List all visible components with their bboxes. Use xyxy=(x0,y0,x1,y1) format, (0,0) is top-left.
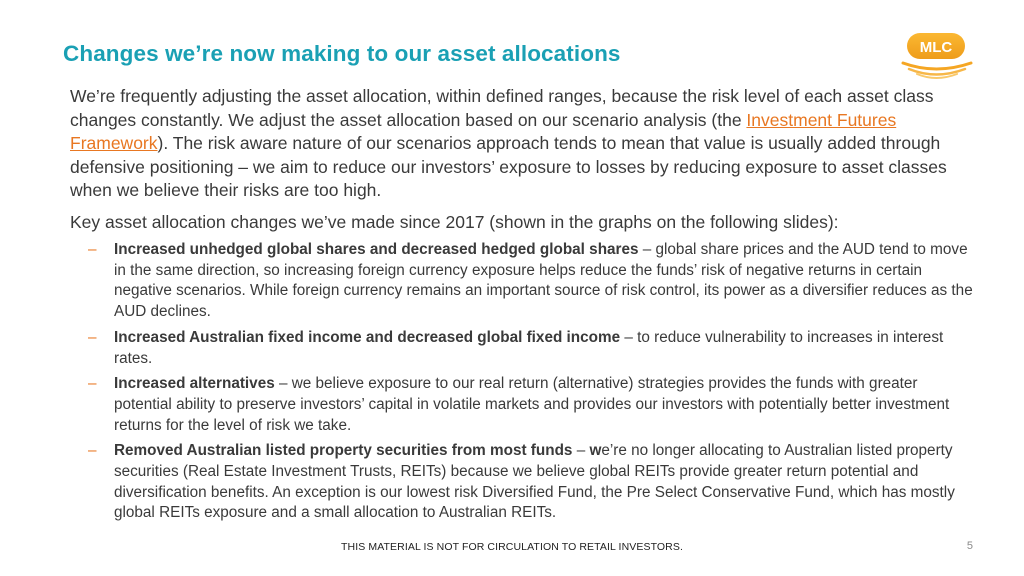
slide-title: Changes we’re now making to our asset allocations xyxy=(63,41,621,66)
bullet-text: e’re no longer allocating to Australian listed property securities (Real Estate Investment Trusts, REITs) because we believe global REITs provide greater return potential and diversification benefits. An exception is our lowest risk Diversified Fund, the Pre Select Conservative Fund, which has mostly global REITs exposure and a small allocation to Australian REITs. xyxy=(114,442,955,522)
intro-paragraph xyxy=(70,85,975,203)
bullet-text: – to reduce vulnerability to increases in interest rates. xyxy=(114,328,944,367)
list-item xyxy=(0,374,976,436)
bullet-text-bold-char: w xyxy=(589,442,602,460)
bullet-marker: – xyxy=(88,328,97,346)
bullet-heading: Increased unhedged global shares and decreased hedged global shares xyxy=(114,241,639,258)
bullet-text: – we believe exposure to our real return (alternative) strategies provides the funds with greater potential ability to preserve investors’ capital in volatile markets and provides our investors with potentially better investment returns for the level of risk we take. xyxy=(114,375,950,434)
bullet-text: – global share prices and the AUD tend to move in the same direction, so increasing foreign currency exposure helps reduce the funds’ risk of negative returns in certain negative scenarios. While foreign currency remains an important source of risk control, its power as a diversifier reduces as the AUD declines. xyxy=(114,241,973,321)
page-number: 5 xyxy=(966,540,973,552)
mlc-logo xyxy=(895,25,979,81)
list-item xyxy=(0,240,976,323)
list-item xyxy=(0,441,976,524)
investment-futures-framework-link[interactable]: Investment Futures Framework xyxy=(70,109,897,153)
bullet-marker: – xyxy=(88,375,97,393)
bullet-heading: Removed Australian listed property securities from most funds xyxy=(114,442,573,460)
bullet-marker: – xyxy=(88,241,97,258)
bullet-heading: Increased Australian fixed income and decreased global fixed income xyxy=(114,328,621,346)
bullet-text-dash: – xyxy=(572,442,590,460)
key-changes-list xyxy=(0,240,1024,529)
logo-swoosh-1 xyxy=(903,63,971,69)
list-item xyxy=(0,328,976,369)
bullet-marker: – xyxy=(88,442,97,460)
intro-text-after-link: ). The risk aware nature of our scenarios approach tends to mean that value is usually added through defensive positioning – we aim to reduce our investors’ exposure to losses by reducing exposure to asset classes when we believe their risks are too high. xyxy=(70,133,947,200)
footer-disclaimer: THIS MATERIAL IS NOT FOR CIRCULATION TO RETAIL INVESTORS. xyxy=(341,541,683,553)
mlc-logo-graphic xyxy=(895,25,979,81)
bullet-heading: Increased alternatives xyxy=(114,375,275,393)
logo-text: MLC xyxy=(919,39,953,56)
intro-text-before-link: We’re frequently adjusting the asset allocation, within defined ranges, because the risk level of each asset class changes constantly. We adjust the asset allocation based on our scenario analysis (the xyxy=(70,86,934,130)
key-changes-heading: Key asset allocation changes we’ve made since 2017 (shown in the graphs on the following slides): xyxy=(70,212,839,232)
